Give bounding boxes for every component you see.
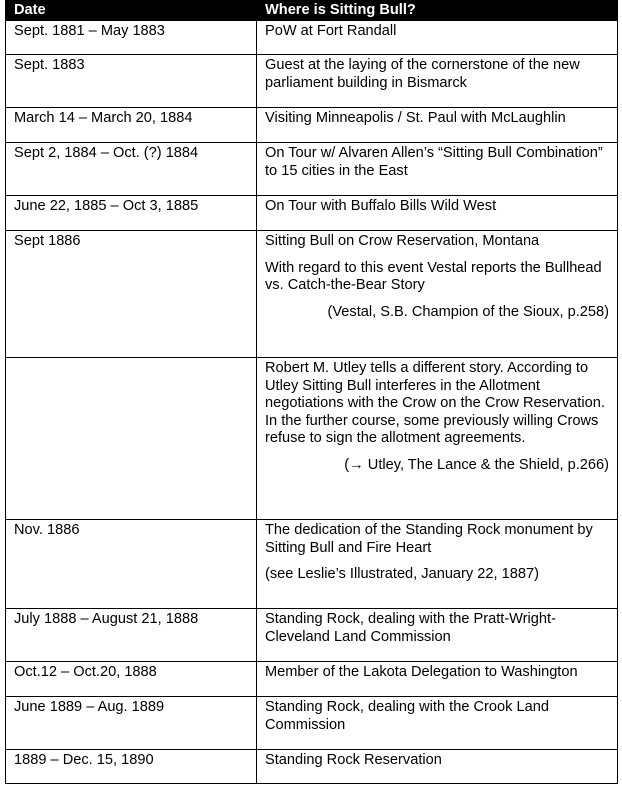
- event-cell: [257, 609, 618, 662]
- event-text: Guest at the laying of the cornerstone of the new parliament building in Bismarck: [265, 57, 580, 91]
- date-cell: Sept. 1881 – May 1883: [6, 21, 257, 55]
- event-cell: [257, 662, 618, 697]
- event-text: PoW at Fort Randall: [265, 23, 397, 39]
- timeline-body: [6, 21, 618, 784]
- event-cell: [257, 231, 618, 358]
- table-row: [6, 143, 618, 196]
- date-cell: Oct.12 – Oct.20, 1888: [6, 662, 257, 697]
- event-text: Visiting Minneapolis / St. Paul with McLaughlin: [265, 110, 566, 126]
- table-row: [6, 196, 618, 231]
- table-row: [6, 662, 618, 697]
- date-cell: June 1889 – Aug. 1889: [6, 697, 257, 750]
- table-row: [6, 609, 618, 662]
- table-row: [6, 520, 618, 609]
- table-header-row: [6, 1, 618, 21]
- date-column-header: Date: [6, 1, 257, 21]
- event-cell: [257, 520, 618, 609]
- date-cell: Sept 1886: [6, 231, 257, 358]
- event-cell: [257, 21, 618, 55]
- citation-text: (Vestal, S.B. Champion of the Sioux, p.258): [327, 303, 609, 320]
- event-text: Member of the Lakota Delegation to Washington: [265, 664, 578, 680]
- event-cell: [257, 55, 618, 108]
- event-text: Robert M. Utley tells a different story. According to Utley Sitting Bull interferes in the Allotment negotiations with the Crow on the Crow Reservation. In the further course, some previously willing Crows refuse to sign the allotment agreements.: [265, 360, 605, 446]
- event-text: Standing Rock Reservation: [265, 752, 442, 768]
- table-row: [6, 750, 618, 784]
- table-row: [6, 55, 618, 108]
- date-cell: Sept 2, 1884 – Oct. (?) 1884: [6, 143, 257, 196]
- event-text: Standing Rock, dealing with the Crook Land Commission: [265, 699, 549, 733]
- date-cell: Sept. 1883: [6, 55, 257, 108]
- date-cell: 1889 – Dec. 15, 1890: [6, 750, 257, 784]
- event-text: On Tour with Buffalo Bills Wild West: [265, 198, 497, 214]
- table-row: [6, 697, 618, 750]
- event-cell: [257, 196, 618, 231]
- event-text: Standing Rock, dealing with the Pratt-Wright-Cleveland Land Commission: [265, 611, 556, 645]
- event-cell: [257, 358, 618, 520]
- event-cell: [257, 143, 618, 196]
- date-cell: Nov. 1886: [6, 520, 257, 609]
- event-text: With regard to this event Vestal reports the Bullhead vs. Catch-the-Bear Story: [265, 259, 602, 293]
- date-cell: [6, 358, 257, 520]
- table-row: [6, 21, 618, 55]
- date-cell: June 22, 1885 – Oct 3, 1885: [6, 196, 257, 231]
- event-text: On Tour w/ Alvaren Allen’s “Sitting Bull Combination” to 15 cities in the East: [265, 145, 603, 179]
- location-column-header: Where is Sitting Bull?: [257, 1, 618, 21]
- citation-text: (see Leslie’s Illustrated, January 22, 1887): [265, 566, 539, 582]
- table-row: [6, 358, 618, 520]
- event-cell: [257, 750, 618, 784]
- event-cell: [257, 697, 618, 750]
- event-text: The dedication of the Standing Rock monument by Sitting Bull and Fire Heart: [265, 522, 593, 556]
- table-row: [6, 231, 618, 358]
- table-row: [6, 108, 618, 143]
- citation-text: (→ Utley, The Lance & the Shield, p.266): [344, 456, 609, 473]
- sitting-bull-timeline-table: [5, 0, 618, 784]
- date-cell: March 14 – March 20, 1884: [6, 108, 257, 143]
- date-cell: July 1888 – August 21, 1888: [6, 609, 257, 662]
- event-text: Sitting Bull on Crow Reservation, Montana: [265, 233, 540, 249]
- event-cell: [257, 108, 618, 143]
- timeline-page: [5, 0, 617, 784]
